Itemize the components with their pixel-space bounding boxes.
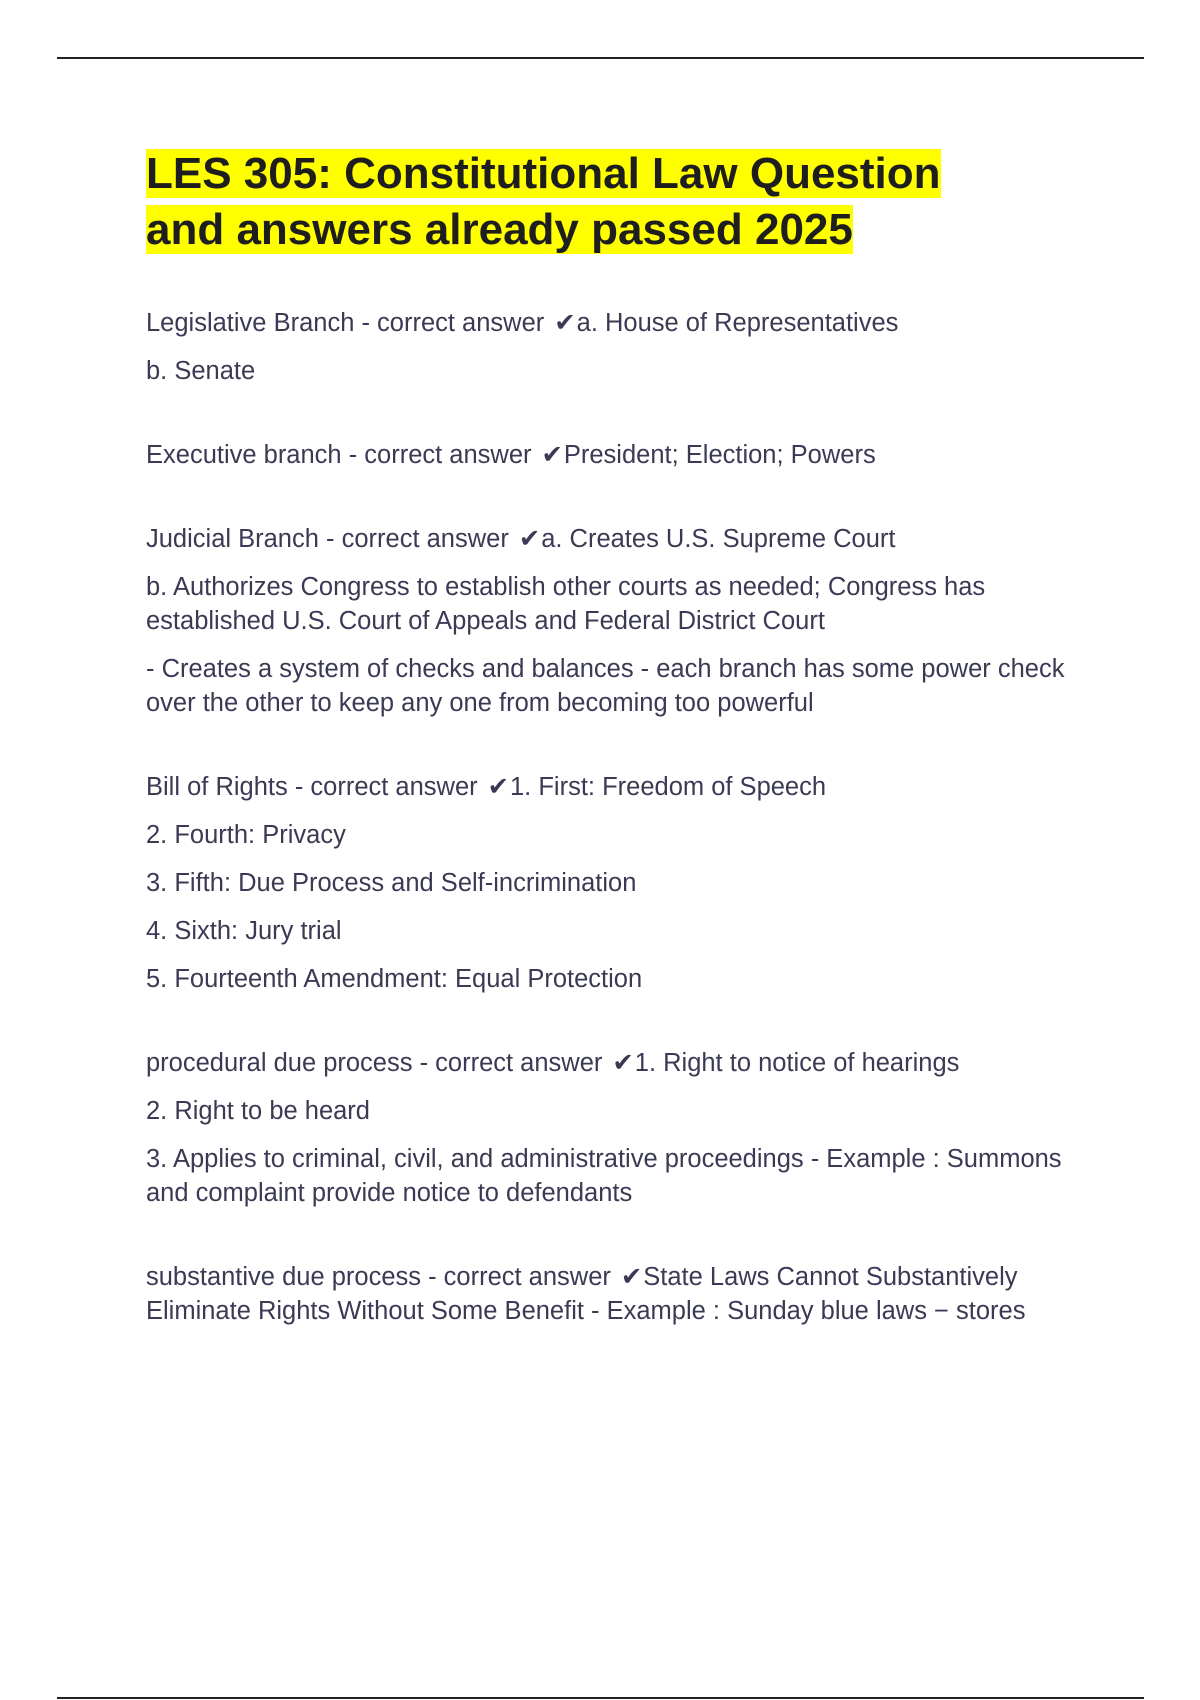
qa-answer-line: 2. Fourth: Privacy xyxy=(146,821,346,849)
document-body xyxy=(146,146,1086,1378)
correct-answer-marker: - correct answer xyxy=(361,309,545,337)
qa-term: Executive branch xyxy=(146,441,342,469)
qa-answer-line: - Creates a system of checks and balances - each branch has some power check over the other to keep any one from becoming too powerful xyxy=(146,655,1065,717)
correct-answer-marker: - correct answer xyxy=(326,525,509,553)
qa-question-line xyxy=(146,1260,1086,1328)
qa-answer-line: 3. Applies to criminal, civil, and administrative proceedings - Example : Summons and complaint provide notice to defendants xyxy=(146,1145,1062,1207)
qa-answer: 1. Right to notice of hearings xyxy=(634,1049,960,1077)
qa-term: Legislative Branch xyxy=(146,309,355,337)
qa-term: procedural due process xyxy=(146,1049,413,1077)
qa-answer-line: 5. Fourteenth Amendment: Equal Protection xyxy=(146,965,643,993)
top-rule xyxy=(57,57,1144,59)
qa-question-line xyxy=(146,1046,1086,1080)
qa-answer-line: 4. Sixth: Jury trial xyxy=(146,917,342,945)
qa-question-line xyxy=(146,522,1086,556)
qa-answer-line: 3. Fifth: Due Process and Self-incrimination xyxy=(146,869,637,897)
correct-answer-marker: - correct answer xyxy=(419,1049,603,1077)
checkmark-icon: ✔ xyxy=(487,773,509,801)
checkmark-icon: ✔ xyxy=(518,525,541,553)
qa-answer-line: b. Senate xyxy=(146,357,256,385)
qa-answer: 1. First: Freedom of Speech xyxy=(510,773,827,801)
document-title xyxy=(146,146,1086,258)
qa-question-line xyxy=(146,770,1086,804)
qa-entry xyxy=(146,522,1086,720)
correct-answer-marker: - correct answer xyxy=(348,441,532,469)
checkmark-icon: ✔ xyxy=(554,309,576,337)
qa-list xyxy=(146,306,1086,1328)
qa-answer: State Laws Cannot Substantively Eliminate Rights Without Some Benefit - Example : Sunday blue laws − stores xyxy=(146,1263,1026,1325)
qa-entry xyxy=(146,306,1086,388)
title-line-2: and answers already passed 2025 xyxy=(146,205,853,254)
title-line-1: LES 305: Constitutional Law Question xyxy=(146,149,941,198)
qa-term: Bill of Rights xyxy=(146,773,288,801)
qa-entry xyxy=(146,1046,1086,1210)
qa-answer-line: 2. Right to be heard xyxy=(146,1097,370,1125)
qa-entry xyxy=(146,438,1086,472)
bottom-rule xyxy=(57,1697,1144,1699)
qa-answer: a. Creates U.S. Supreme Court xyxy=(541,525,896,553)
checkmark-icon: ✔ xyxy=(541,441,563,469)
qa-entry xyxy=(146,1260,1086,1328)
qa-entry xyxy=(146,770,1086,996)
qa-term: Judicial Branch xyxy=(146,525,319,553)
qa-question-line xyxy=(146,306,1086,340)
qa-term: substantive due process xyxy=(146,1263,421,1291)
checkmark-icon: ✔ xyxy=(620,1263,643,1291)
correct-answer-marker: - correct answer xyxy=(428,1263,611,1291)
qa-answer-line: b. Authorizes Congress to establish other courts as needed; Congress has established U.S. Court of Appeals and Federal District Court xyxy=(146,573,986,635)
checkmark-icon: ✔ xyxy=(612,1049,634,1077)
qa-answer: a. House of Representatives xyxy=(576,309,899,337)
qa-question-line xyxy=(146,438,1086,472)
correct-answer-marker: - correct answer xyxy=(294,773,478,801)
qa-answer: President; Election; Powers xyxy=(563,441,876,469)
